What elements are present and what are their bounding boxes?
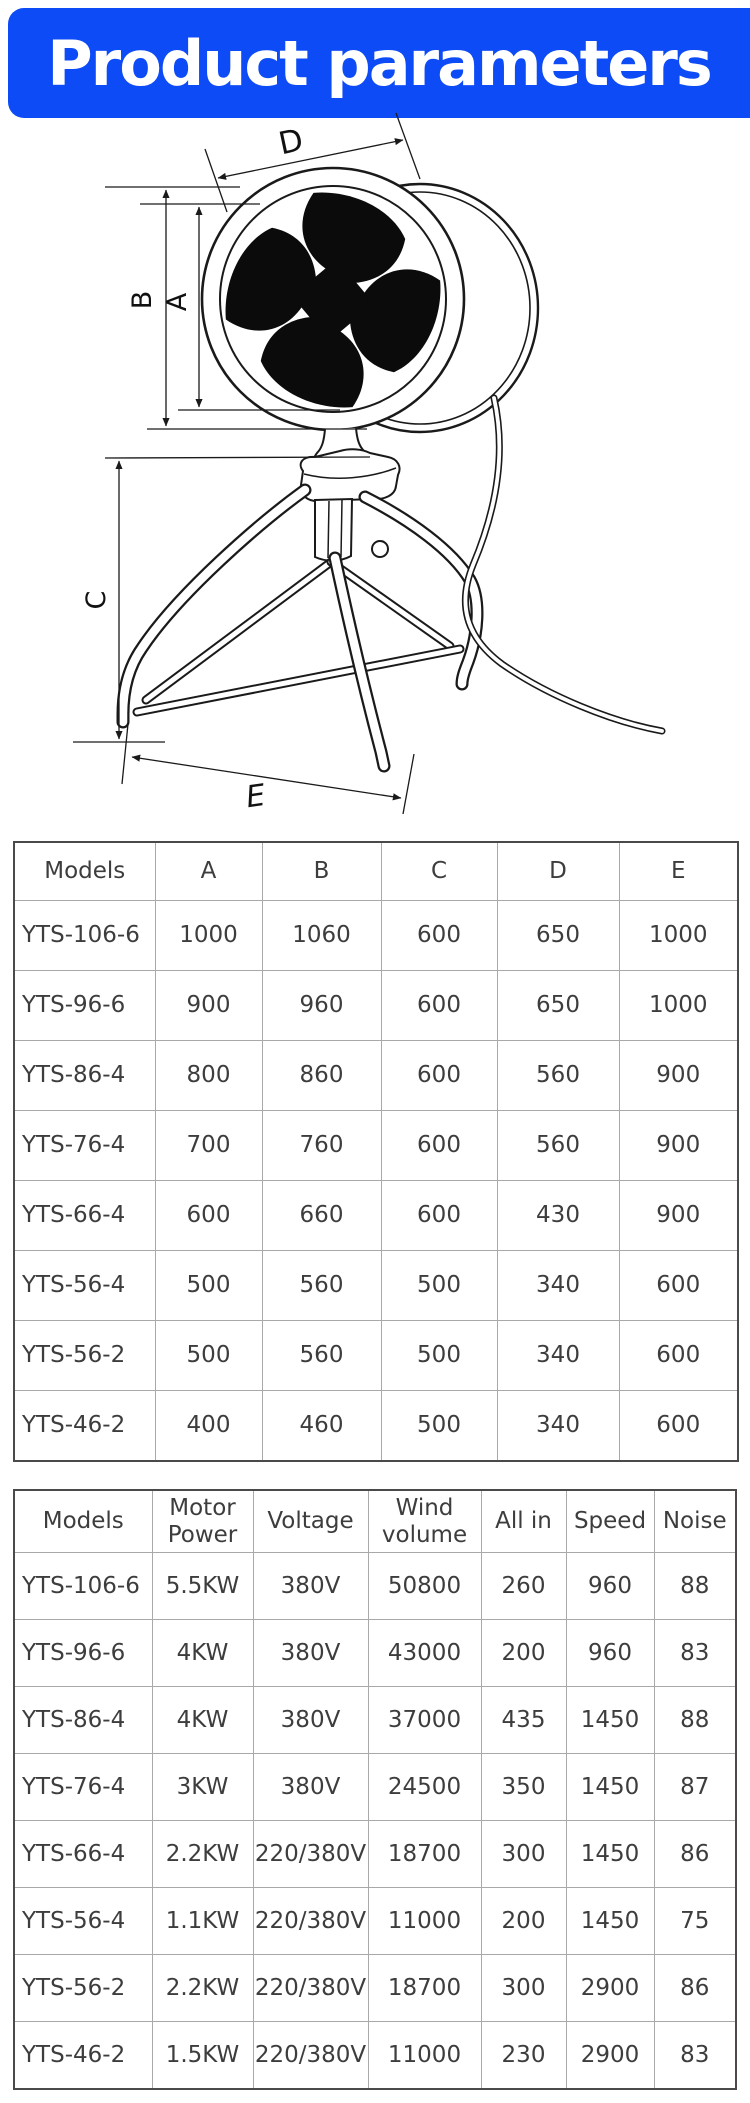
value-cell: 11000 (368, 1888, 481, 1955)
dimension-e (122, 724, 414, 814)
value-cell: 1.1KW (152, 1888, 253, 1955)
model-cell: YTS-86-4 (14, 1687, 152, 1754)
value-cell: 2.2KW (152, 1955, 253, 2022)
value-cell: 86 (654, 1821, 736, 1888)
value-cell: 650 (497, 971, 619, 1041)
model-cell: YTS-56-2 (14, 1955, 152, 2022)
table-row (14, 1687, 736, 1754)
model-cell: YTS-56-4 (14, 1251, 155, 1321)
value-cell: 600 (155, 1181, 262, 1251)
label-a: A (162, 292, 193, 312)
model-cell: YTS-76-4 (14, 1111, 155, 1181)
value-cell: 600 (619, 1391, 738, 1462)
value-cell: 500 (155, 1321, 262, 1391)
value-cell: 900 (619, 1041, 738, 1111)
value-cell: 900 (619, 1111, 738, 1181)
value-cell: 380V (253, 1553, 368, 1620)
table-row (14, 2022, 736, 2090)
value-cell: 340 (497, 1251, 619, 1321)
column-header: A (155, 842, 262, 901)
model-cell: YTS-96-6 (14, 971, 155, 1041)
value-cell: 43000 (368, 1620, 481, 1687)
value-cell: 960 (262, 971, 381, 1041)
table-row (14, 1620, 736, 1687)
value-cell: 600 (381, 1111, 497, 1181)
value-cell: 380V (253, 1687, 368, 1754)
value-cell: 2.2KW (152, 1821, 253, 1888)
value-cell: 24500 (368, 1754, 481, 1821)
value-cell: 1000 (619, 971, 738, 1041)
value-cell: 75 (654, 1888, 736, 1955)
value-cell: 83 (654, 1620, 736, 1687)
value-cell: 660 (262, 1181, 381, 1251)
column-header: Speed (566, 1490, 654, 1553)
value-cell: 18700 (368, 1955, 481, 2022)
value-cell: 400 (155, 1391, 262, 1462)
value-cell: 4KW (152, 1620, 253, 1687)
table-row (14, 1888, 736, 1955)
value-cell: 560 (262, 1251, 381, 1321)
column-header: Voltage (253, 1490, 368, 1553)
value-cell: 4KW (152, 1687, 253, 1754)
value-cell: 600 (619, 1321, 738, 1391)
value-cell: 1000 (155, 901, 262, 971)
value-cell: 460 (262, 1391, 381, 1462)
table-row (14, 1111, 738, 1181)
value-cell: 1450 (566, 1754, 654, 1821)
value-cell: 800 (155, 1041, 262, 1111)
value-cell: 200 (481, 1620, 566, 1687)
tripod-stand (123, 428, 477, 766)
column-header: E (619, 842, 738, 901)
fan-dimension-diagram (0, 0, 750, 830)
value-cell: 500 (381, 1391, 497, 1462)
column-header: B (262, 842, 381, 901)
table-row (14, 1821, 736, 1888)
column-header: D (497, 842, 619, 901)
table-row (14, 1321, 738, 1391)
value-cell: 560 (262, 1321, 381, 1391)
value-cell: 600 (381, 1041, 497, 1111)
table-row (14, 971, 738, 1041)
value-cell: 340 (497, 1391, 619, 1462)
value-cell: 1450 (566, 1687, 654, 1754)
table-row (14, 901, 738, 971)
value-cell: 860 (262, 1041, 381, 1111)
power-cord (465, 398, 662, 731)
value-cell: 435 (481, 1687, 566, 1754)
value-cell: 18700 (368, 1821, 481, 1888)
page-title: Product parameters (47, 26, 711, 100)
value-cell: 87 (654, 1754, 736, 1821)
value-cell: 3KW (152, 1754, 253, 1821)
value-cell: 1450 (566, 1888, 654, 1955)
model-cell: YTS-86-4 (14, 1041, 155, 1111)
value-cell: 500 (381, 1251, 497, 1321)
model-cell: YTS-96-6 (14, 1620, 152, 1687)
value-cell: 300 (481, 1955, 566, 2022)
value-cell: 5.5KW (152, 1553, 253, 1620)
value-cell: 37000 (368, 1687, 481, 1754)
value-cell: 960 (566, 1553, 654, 1620)
value-cell: 220/380V (253, 1955, 368, 2022)
model-cell: YTS-56-2 (14, 1321, 155, 1391)
value-cell: 350 (481, 1754, 566, 1821)
value-cell: 220/380V (253, 1888, 368, 1955)
model-cell: YTS-66-4 (14, 1181, 155, 1251)
value-cell: 600 (619, 1251, 738, 1321)
table-row (14, 1553, 736, 1620)
value-cell: 960 (566, 1620, 654, 1687)
model-cell: YTS-46-2 (14, 1391, 155, 1462)
specs-table (13, 1489, 737, 2090)
value-cell: 1060 (262, 901, 381, 971)
table-row (14, 1955, 736, 2022)
tripod-cross-brace (137, 649, 460, 712)
value-cell: 600 (381, 1181, 497, 1251)
model-cell: YTS-76-4 (14, 1754, 152, 1821)
value-cell: 260 (481, 1553, 566, 1620)
model-cell: YTS-106-6 (14, 1553, 152, 1620)
value-cell: 650 (497, 901, 619, 971)
value-cell: 430 (497, 1181, 619, 1251)
column-header: Models (14, 842, 155, 901)
value-cell: 500 (381, 1321, 497, 1391)
value-cell: 83 (654, 2022, 736, 2090)
value-cell: 88 (654, 1687, 736, 1754)
model-cell: YTS-106-6 (14, 901, 155, 971)
value-cell: 380V (253, 1620, 368, 1687)
value-cell: 11000 (368, 2022, 481, 2090)
value-cell: 600 (381, 971, 497, 1041)
value-cell: 560 (497, 1111, 619, 1181)
value-cell: 700 (155, 1111, 262, 1181)
column-header: Motor Power (152, 1490, 253, 1553)
value-cell: 200 (481, 1888, 566, 1955)
value-cell: 230 (481, 2022, 566, 2090)
value-cell: 500 (155, 1251, 262, 1321)
value-cell: 88 (654, 1553, 736, 1620)
value-cell: 900 (155, 971, 262, 1041)
value-cell: 50800 (368, 1553, 481, 1620)
column-header: Wind volume (368, 1490, 481, 1553)
label-b: B (127, 290, 158, 310)
knob (372, 541, 388, 557)
table-row (14, 1181, 738, 1251)
table-row (14, 1041, 738, 1111)
label-e: E (243, 777, 268, 816)
label-c: C (81, 590, 112, 610)
table-row (14, 1251, 738, 1321)
value-cell: 1.5KW (152, 2022, 253, 2090)
specs-header-row (14, 1490, 736, 1553)
model-cell: YTS-66-4 (14, 1821, 152, 1888)
column-header: Noise (654, 1490, 736, 1553)
value-cell: 1000 (619, 901, 738, 971)
value-cell: 600 (381, 901, 497, 971)
value-cell: 900 (619, 1181, 738, 1251)
column-header: Models (14, 1490, 152, 1553)
model-cell: YTS-56-4 (14, 1888, 152, 1955)
table-row (14, 1391, 738, 1462)
dimensions-table (13, 841, 739, 1462)
value-cell: 560 (497, 1041, 619, 1111)
value-cell: 2900 (566, 1955, 654, 2022)
value-cell: 760 (262, 1111, 381, 1181)
value-cell: 86 (654, 1955, 736, 2022)
column-header: All in (481, 1490, 566, 1553)
dimensions-header-row (14, 842, 738, 901)
label-d: D (275, 122, 307, 163)
value-cell: 340 (497, 1321, 619, 1391)
column-header: C (381, 842, 497, 901)
value-cell: 1450 (566, 1821, 654, 1888)
value-cell: 2900 (566, 2022, 654, 2090)
value-cell: 300 (481, 1821, 566, 1888)
value-cell: 220/380V (253, 2022, 368, 2090)
model-cell: YTS-46-2 (14, 2022, 152, 2090)
value-cell: 220/380V (253, 1821, 368, 1888)
table-row (14, 1754, 736, 1821)
value-cell: 380V (253, 1754, 368, 1821)
